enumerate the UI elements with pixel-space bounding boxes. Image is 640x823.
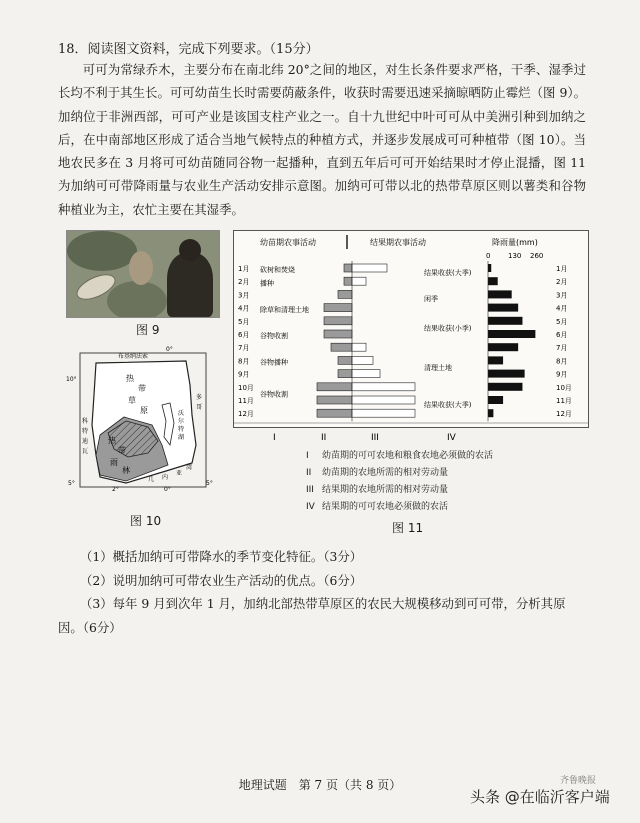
fruiting-header: 结果期农事活动 (370, 238, 426, 247)
axis-label-I: I (273, 433, 276, 443)
axis-label-II: II (321, 433, 327, 443)
month-label: 5月 (238, 317, 250, 326)
fig9-caption: 图 9 (136, 323, 160, 337)
seedling-labor-bar (324, 330, 352, 338)
rainfall-bar (488, 343, 518, 351)
month-label-right: 8月 (556, 357, 568, 366)
chart-legend (306, 448, 493, 516)
rainfall-bar (488, 396, 503, 404)
rain-tick: 260 (530, 252, 544, 260)
month-label-right: 2月 (556, 278, 568, 287)
month-label-right: 1月 (556, 265, 568, 273)
seedling-activity-label: 砍树和焚烧 (260, 266, 295, 275)
rainfall-bar (488, 304, 518, 312)
seedling-activity-label: 播种 (260, 279, 274, 288)
fruiting-activity-label: 闲季 (424, 295, 438, 304)
fruiting-activity-label: 结果收获(大季) (424, 400, 472, 409)
fruiting-activity-label: 结果收获(大季) (424, 268, 472, 277)
ivory-coast-char: 瓦 (82, 448, 89, 455)
fruiting-labor-bar (352, 396, 415, 404)
legend-item (306, 482, 493, 499)
seedling-labor-bar (317, 409, 352, 417)
seedling-labor-bar (344, 277, 352, 285)
month-label: 12月 (238, 410, 254, 419)
month-label-right: 7月 (556, 344, 568, 353)
month-label: 6月 (238, 331, 250, 339)
month-label-right: 6月 (556, 331, 568, 339)
savanna-char: 草 (128, 396, 136, 405)
legend-text: 结果期的农地所需的相对劳动量 (322, 485, 449, 495)
month-label: 4月 (238, 304, 250, 313)
month-label-right: 11月 (556, 397, 572, 405)
question-paragraph (58, 58, 586, 221)
ghana-map (66, 345, 216, 495)
legend-key: IV (306, 502, 315, 512)
lon0-bottom-label: 0° (164, 486, 171, 493)
lat5-right-label: 5° (206, 480, 213, 487)
paragraph-text: 可可为常绿乔木，主要分布在南北纬 20°之间的地区，对生长条件要求严格，干季、湿季过长均不利于其生长。可可幼苗生长时需要荫蔽条件，收获时需要迅速采摘晾晒防止霉烂（图 9）。加纳位于非洲西部，可可产业是该国支柱产业之一。自十九世纪中叶可可从中美洲引种到加纳之后，在中南部地区形成了适合当地气候特点的种植方式，并逐步发展成可可种植带（图 10）。当地农民多在 3 月将可可幼苗随同谷物一起播种，直到五年后可可开始结果时才停止混播，图 11 为加纳可可带降雨量与农业生产活动安排示意图。加纳可可带以北的热带草原区则以薯类和谷物种植业为主，农忙主要在其湿季。 (58, 62, 586, 217)
seedling-labor-bar (338, 370, 352, 378)
legend-key: III (306, 485, 314, 495)
rainfall-bar (488, 356, 503, 364)
lat10-label: 10° (66, 376, 77, 383)
rain-tick: 130 (508, 252, 522, 260)
fruiting-labor-bar (352, 343, 366, 351)
month-label: 2月 (238, 278, 250, 287)
legend-key: II (306, 468, 312, 478)
month-label-right: 9月 (556, 370, 568, 379)
rainforest-char: 林 (122, 466, 130, 475)
month-label: 3月 (238, 291, 250, 300)
month-label: 1月 (238, 265, 250, 273)
lake-char: 尔 (178, 418, 185, 425)
month-label: 8月 (238, 357, 250, 366)
axis-label-IV: IV (447, 433, 456, 443)
watermark-small: 齐鲁晚报 (560, 776, 597, 786)
fig10-caption: 图 10 (130, 514, 162, 528)
ivory-coast-char: 科 (82, 418, 89, 425)
axis-label-III: III (371, 433, 379, 443)
rainforest-char: 带 (118, 446, 126, 455)
legend-item (306, 499, 493, 516)
rainfall-bar (488, 383, 522, 391)
rainforest-char: 雨 (110, 458, 118, 467)
month-label: 11月 (238, 397, 254, 405)
fruiting-labor-bar (352, 383, 415, 391)
seedling-labor-bar (317, 396, 352, 404)
rainfall-bar (488, 370, 525, 378)
fruiting-labor-bar (352, 356, 373, 364)
seedling-labor-bar (338, 356, 352, 364)
fig11-caption: 图 11 (392, 521, 424, 535)
seedling-labor-bar (324, 304, 352, 312)
savanna-char: 带 (138, 384, 146, 393)
seedling-labor-bar (317, 383, 352, 391)
lake-char: 湖 (178, 434, 185, 441)
month-label-right: 5月 (556, 317, 568, 326)
gulf-char: 亚 (176, 470, 183, 477)
page-footer: 地理试题 第 7 页（共 8 页） (238, 778, 402, 792)
lon0-top-label: 0° (166, 346, 173, 353)
rain-tick: 0 (486, 252, 491, 260)
seedling-labor-bar (338, 290, 352, 298)
question-title: 18．阅读图文资料，完成下列要求。（15分） (58, 42, 319, 57)
subquestion-1: （1）概括加纳可可带降水的季节变化特征。（3分） (80, 549, 363, 564)
cocoa-farmer-photo (66, 230, 220, 318)
legend-item (306, 448, 493, 465)
rainfall-bar (488, 409, 493, 417)
lake-char: 沃 (178, 410, 185, 417)
fruiting-activity-label: 结果收获(小季) (424, 324, 472, 333)
seedling-header: 幼苗期农事活动 (260, 238, 316, 247)
month-label: 7月 (238, 344, 250, 353)
rainfall-bar (488, 317, 522, 325)
month-label: 9月 (238, 370, 250, 379)
legend-text: 幼苗期的可可农地和粮食农地必须做的农活 (322, 451, 494, 461)
month-label-right: 12月 (556, 410, 572, 419)
legend-item (306, 465, 493, 482)
lon2-label: 2° (112, 486, 119, 493)
month-label-right: 4月 (556, 304, 568, 313)
savanna-char: 原 (140, 406, 148, 415)
fruiting-labor-bar (352, 409, 415, 417)
subquestion-3-cont: 因。（6分） (58, 619, 122, 635)
seedling-activity-label: 谷物播种 (260, 358, 288, 367)
lake-char: 特 (178, 426, 185, 433)
rainfall-header: 降雨量(mm) (492, 238, 538, 247)
gulf-char: 湾 (186, 464, 193, 471)
rainfall-bar (488, 277, 498, 285)
lat5-left-label: 5° (68, 480, 75, 487)
legend-key: I (306, 451, 309, 461)
seedling-activity-label: 谷物收割 (260, 390, 288, 399)
savanna-char: 热 (126, 374, 134, 383)
rainfall-bar (488, 330, 535, 338)
month-label-right: 10月 (556, 383, 572, 392)
month-label: 10月 (238, 383, 254, 392)
seedling-activity-label: 谷物收割 (260, 332, 288, 341)
seedling-activity-label: 除草和清理土地 (260, 305, 309, 314)
chart-axis-labels (233, 428, 587, 444)
fruiting-labor-bar (352, 370, 380, 378)
rainforest-char: 热 (108, 436, 116, 445)
legend-text: 结果期的可可农地必须做的农活 (322, 502, 449, 512)
seedling-labor-bar (344, 264, 352, 272)
subquestion-3: （3）每年 9 月到次年 1 月，加纳北部热带草原区的农民大规模移动到可可带，分析其原 (80, 596, 566, 611)
rainfall-activity-chart (233, 230, 589, 428)
subquestion-2: （2）说明加纳可可带农业生产活动的优点。（6分） (80, 572, 363, 588)
legend-text: 幼苗期的农地所需的相对劳动量 (322, 468, 449, 478)
seedling-labor-bar (331, 343, 352, 351)
ivory-coast-char: 特 (82, 428, 89, 435)
seedling-labor-bar (324, 317, 352, 325)
ivory-coast-char: 迪 (82, 438, 89, 445)
burkina-label: 布基纳法索 (118, 353, 149, 360)
fruiting-labor-bar (352, 264, 387, 272)
togo-char: 多 (196, 394, 203, 401)
rainfall-bar (488, 264, 491, 272)
togo-char: 哥 (196, 404, 203, 411)
gulf-char: 几 (148, 476, 155, 483)
month-label-right: 3月 (556, 291, 568, 300)
fruiting-labor-bar (352, 277, 366, 285)
fruiting-activity-label: 清理土地 (424, 363, 452, 372)
subquestions (58, 545, 588, 639)
gulf-char: 内 (162, 474, 169, 481)
rainfall-bar (488, 290, 512, 298)
watermark-text: 头条 @在临沂客户端 (470, 788, 610, 806)
